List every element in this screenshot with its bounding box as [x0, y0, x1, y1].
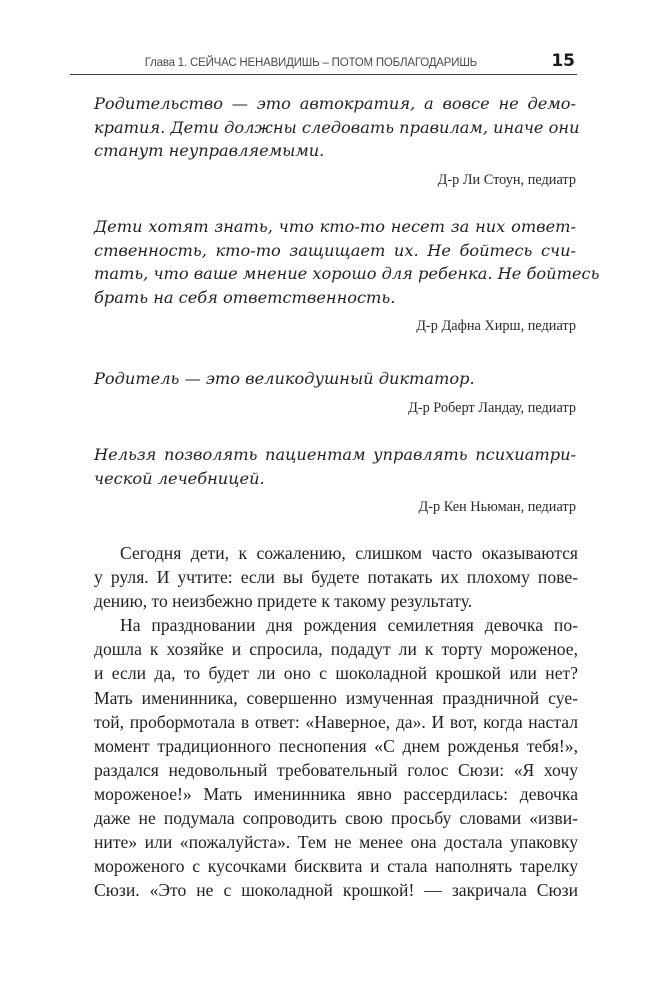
quote-line: станут неуправляемыми.	[94, 141, 325, 160]
body-line: раздался недовольный требовательный голос Сюзи: «Я хочу	[94, 759, 578, 780]
body-line: у руля. И учтите: если вы будете потакать их плохому пове-	[94, 567, 578, 588]
quote-attribution: Д-р Дафна Хирш, педиатр	[416, 318, 576, 334]
chapter-running-title: Глава 1. СЕЙЧАС НЕНАВИДИШЬ – ПОТОМ ПОБЛАГОДАРИШЬ	[144, 57, 477, 69]
quote-line: тать, что ваше мнение хорошо для ребенка. Не бойтесь	[94, 264, 600, 283]
quote-line: брать на себя ответственность.	[94, 287, 396, 307]
quote-attribution: Д-р Ли Стоун, педиатр	[437, 171, 576, 188]
epigraph-quote	[94, 92, 580, 191]
quote-line: кратия. Дети должны следовать правилам, иначе они	[94, 117, 580, 137]
body-line: Сюзи. «Это не с шоколадной крошкой! — закричала Сюзи	[94, 880, 578, 901]
epigraph-quote	[94, 443, 576, 518]
epigraph-quote	[94, 215, 600, 337]
body-line: момент традиционного песнопения «С днем рожденья тебя!»,	[94, 735, 578, 756]
paragraph	[94, 541, 578, 613]
body-text	[94, 541, 578, 902]
quote-line: Родительство — это автократия, а вовсе не демо-	[94, 94, 576, 113]
body-line: и если да, то будет ли оно с шоколадной крошкой или нет?	[94, 663, 578, 684]
body-line: даже не подумала сопроводить свою просьбу словами «изви-	[94, 808, 578, 829]
body-line: ните» или «пожалуйста». Тем не менее она достала упаковку	[94, 832, 578, 853]
quote-line: Дети хотят знать, что кто-то несет за них ответ-	[94, 217, 576, 236]
body-line: Мать именинника, совершенно измученная праздничной суе-	[94, 687, 578, 708]
body-line: мороженое!» Мать именинника явно рассердилась: девочка	[94, 783, 578, 804]
body-line: той, пробормотала в ответ: «Наверное, да». И вот, когда настал	[94, 711, 578, 732]
quote-line: ческой лечебницей.	[94, 468, 265, 488]
body-line: мороженого с кусочками бисквита и стала наполнять тарелку	[94, 856, 578, 877]
quote-line: Нельзя позволять пациентам управлять психиатри-	[94, 445, 576, 464]
epigraph-quote	[94, 367, 576, 419]
running-header	[70, 50, 577, 75]
body-line: дошла к хозяйке и спросила, подадут ли к торту мороженое,	[94, 639, 578, 660]
body-line: дению, то неизбежно придете к такому результату.	[94, 591, 473, 612]
quote-attribution: Д-р Кен Ньюман, педиатр	[418, 499, 576, 515]
paragraph	[94, 613, 578, 902]
quote-line: Родитель — это великодушный диктатор.	[94, 369, 475, 388]
quote-line: ственность, кто-то защищает их. Не бойтесь счи-	[94, 240, 576, 260]
page-number: 15	[551, 51, 575, 71]
body-line: На праздновании дня рождения семилетняя девочка по-	[120, 615, 578, 636]
body-line: Сегодня дети, к сожалению, слишком часто оказываются	[120, 543, 578, 563]
quote-attribution: Д-р Роберт Ландау, педиатр	[408, 399, 576, 416]
